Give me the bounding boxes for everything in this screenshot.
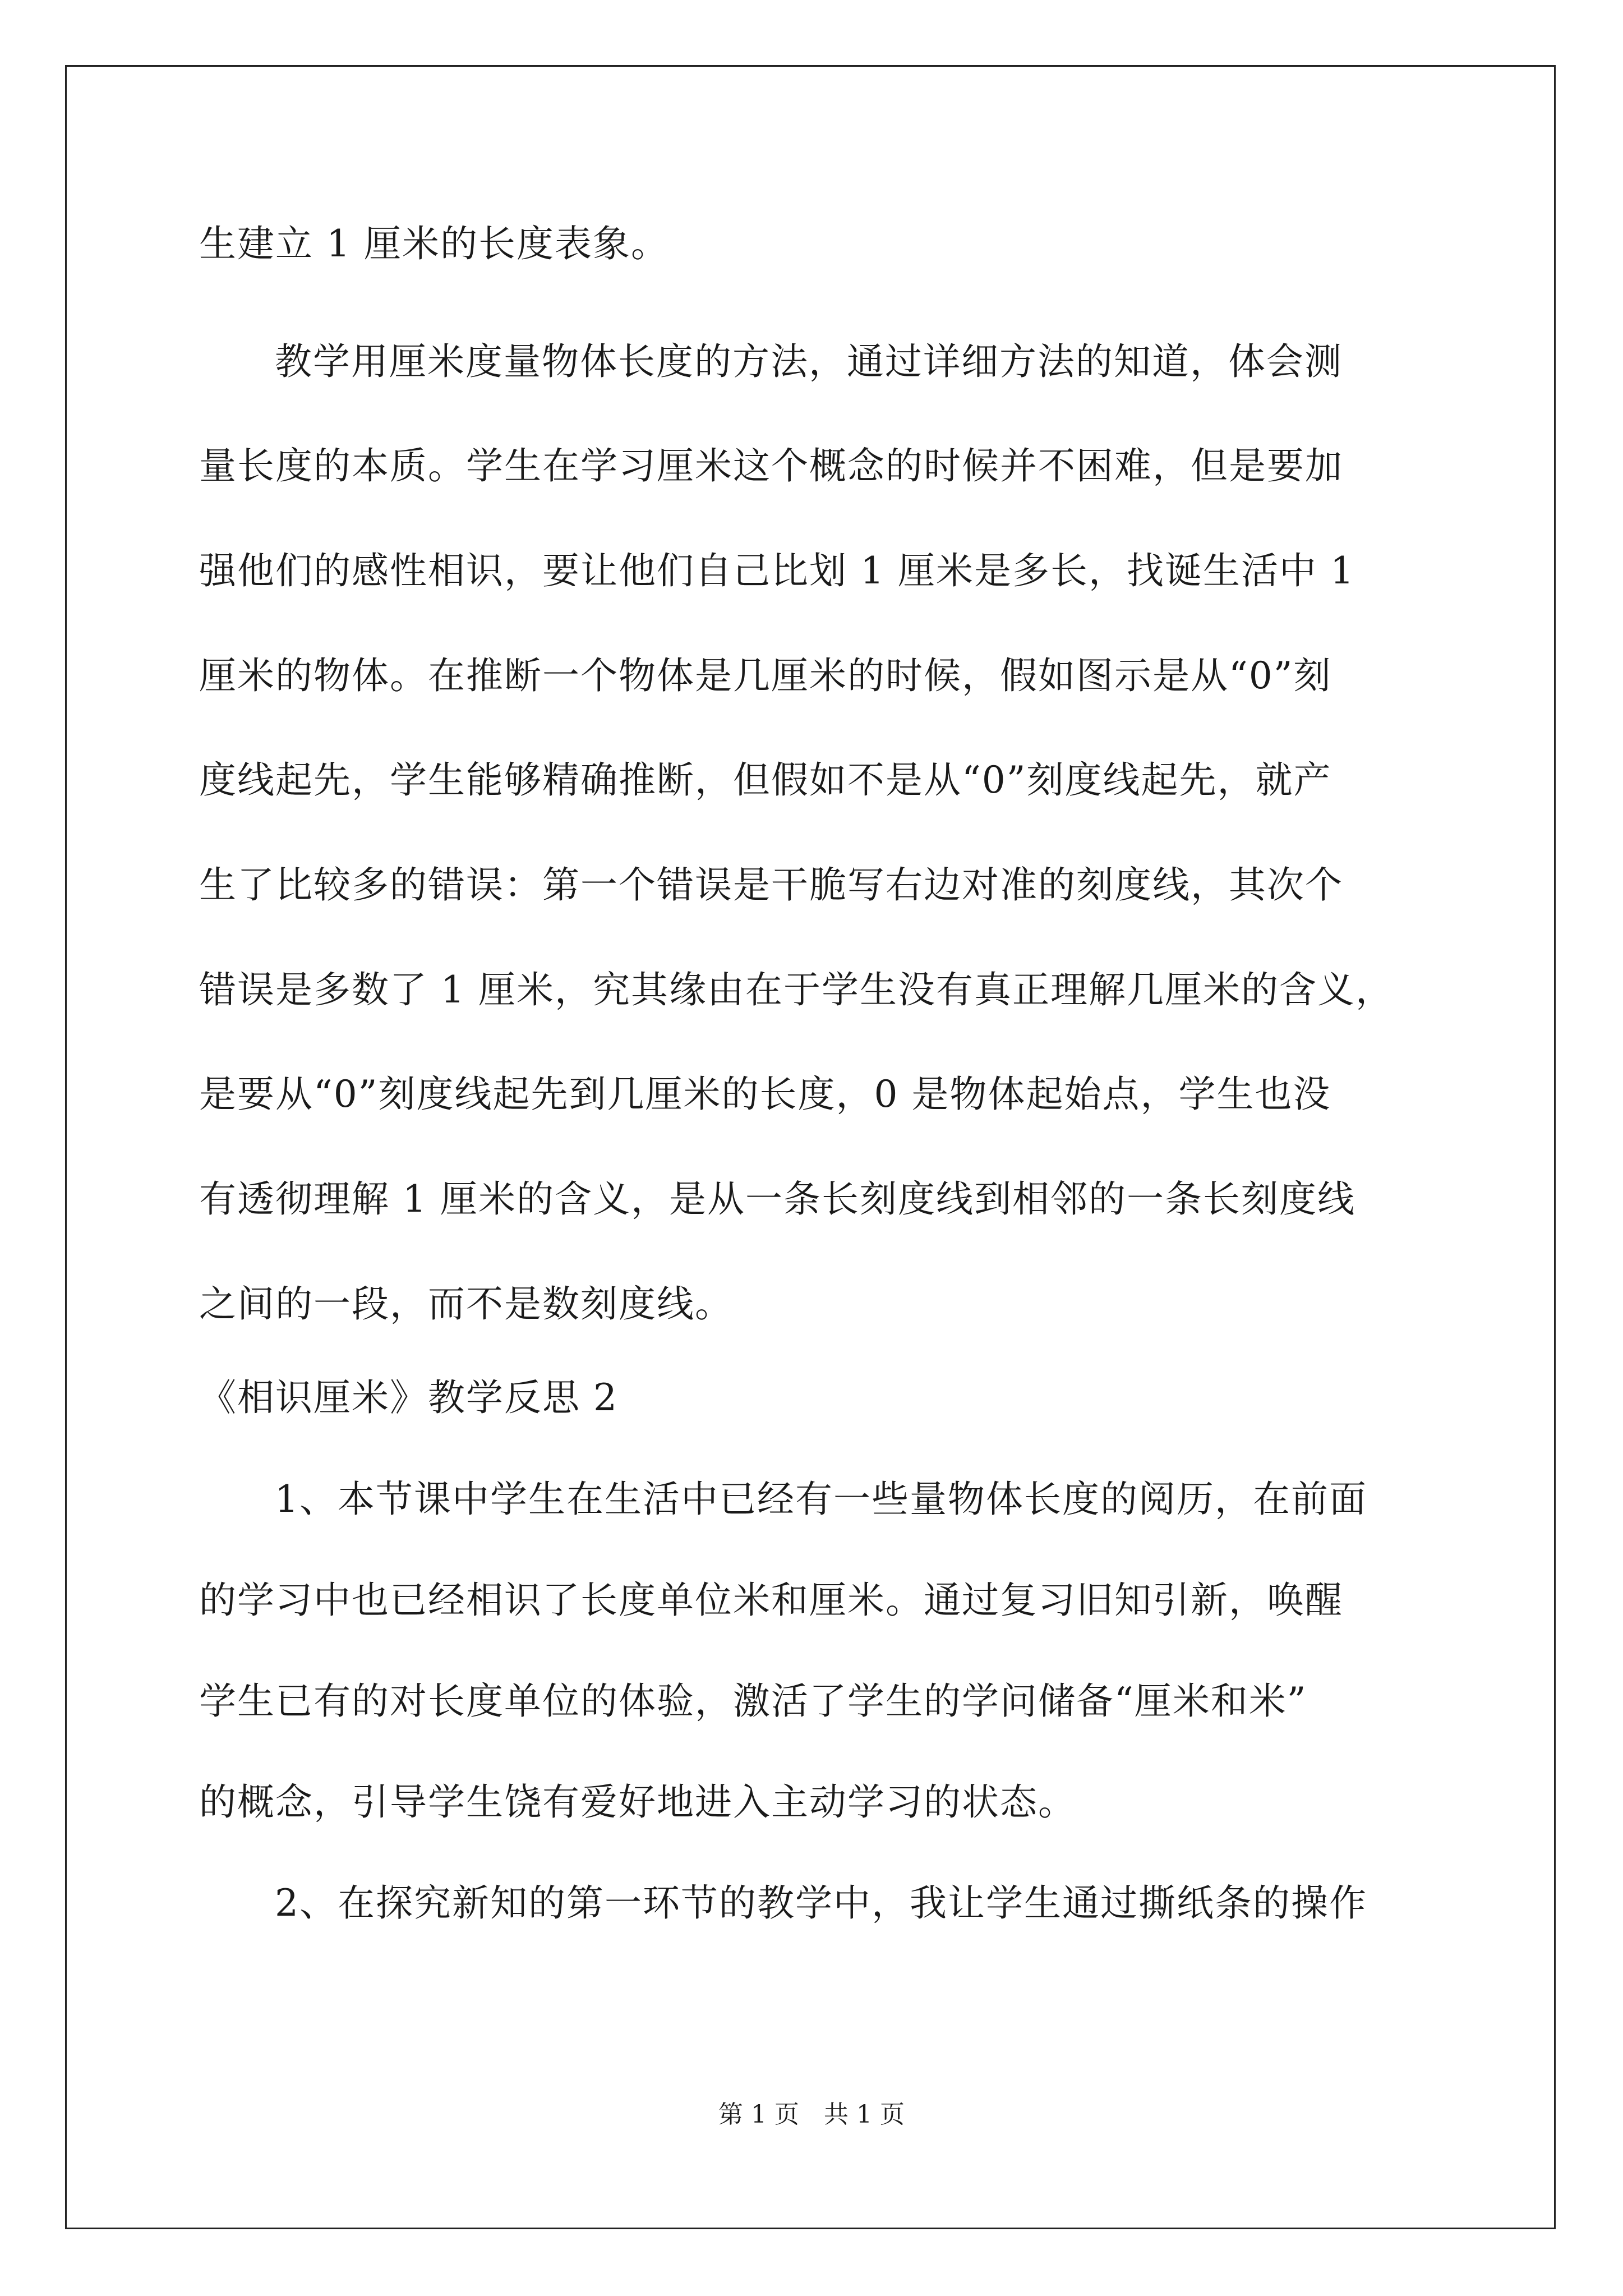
- text-line: 强他们的感性相识，要让他们自己比划 1 厘米是多长，找诞生活中 1: [199, 549, 1355, 592]
- page-footer: 第 1 页 共 1 页: [718, 2100, 905, 2129]
- text-line: 之间的一段，而不是数刻度线。: [199, 1282, 733, 1326]
- paragraph-start-line: 1、本节课中学生在生活中已经有一些量物体长度的阅历，在前面: [275, 1478, 1367, 1521]
- text-line: 是要从“0”刻度线起先到几厘米的长度，0 是物体起始点，学生也没: [199, 1073, 1331, 1116]
- section-heading: 《相识厘米》教学反思 2: [199, 1376, 618, 1419]
- text-line: 生了比较多的错误：第一个错误是干脆写右边对准的刻度线，其次个: [199, 863, 1343, 907]
- text-line: 量长度的本质。学生在学习厘米这个概念的时候并不困难，但是要加: [199, 444, 1343, 487]
- text-line: 度线起先，学生能够精确推断，但假如不是从“0”刻度线起先，就产: [199, 758, 1332, 802]
- text-line: 错误是多数了 1 厘米，究其缘由在于学生没有真正理解几厘米的含义，: [199, 968, 1394, 1011]
- paragraph-start-line: 2、在探究新知的第一环节的教学中，我让学生通过撕纸条的操作: [275, 1881, 1367, 1925]
- text-line: 生建立 1 厘米的长度表象。: [199, 222, 669, 265]
- paragraph-start-line: 教学用厘米度量物体长度的方法，通过详细方法的知道，体会测: [275, 340, 1343, 383]
- text-line: 的概念，引导学生饶有爱好地进入主动学习的状态。: [199, 1780, 1076, 1824]
- text-line: 有透彻理解 1 厘米的含义，是从一条长刻度线到相邻的一条长刻度线: [199, 1177, 1355, 1221]
- text-line: 厘米的物体。在推断一个物体是几厘米的时候，假如图示是从“0”刻: [199, 654, 1332, 697]
- text-line: 学生已有的对长度单位的体验，激活了学生的学问储备“厘米和米”: [199, 1680, 1307, 1723]
- text-line: 的学习中也已经相识了长度单位米和厘米。通过复习旧知引新，唤醒: [199, 1579, 1343, 1622]
